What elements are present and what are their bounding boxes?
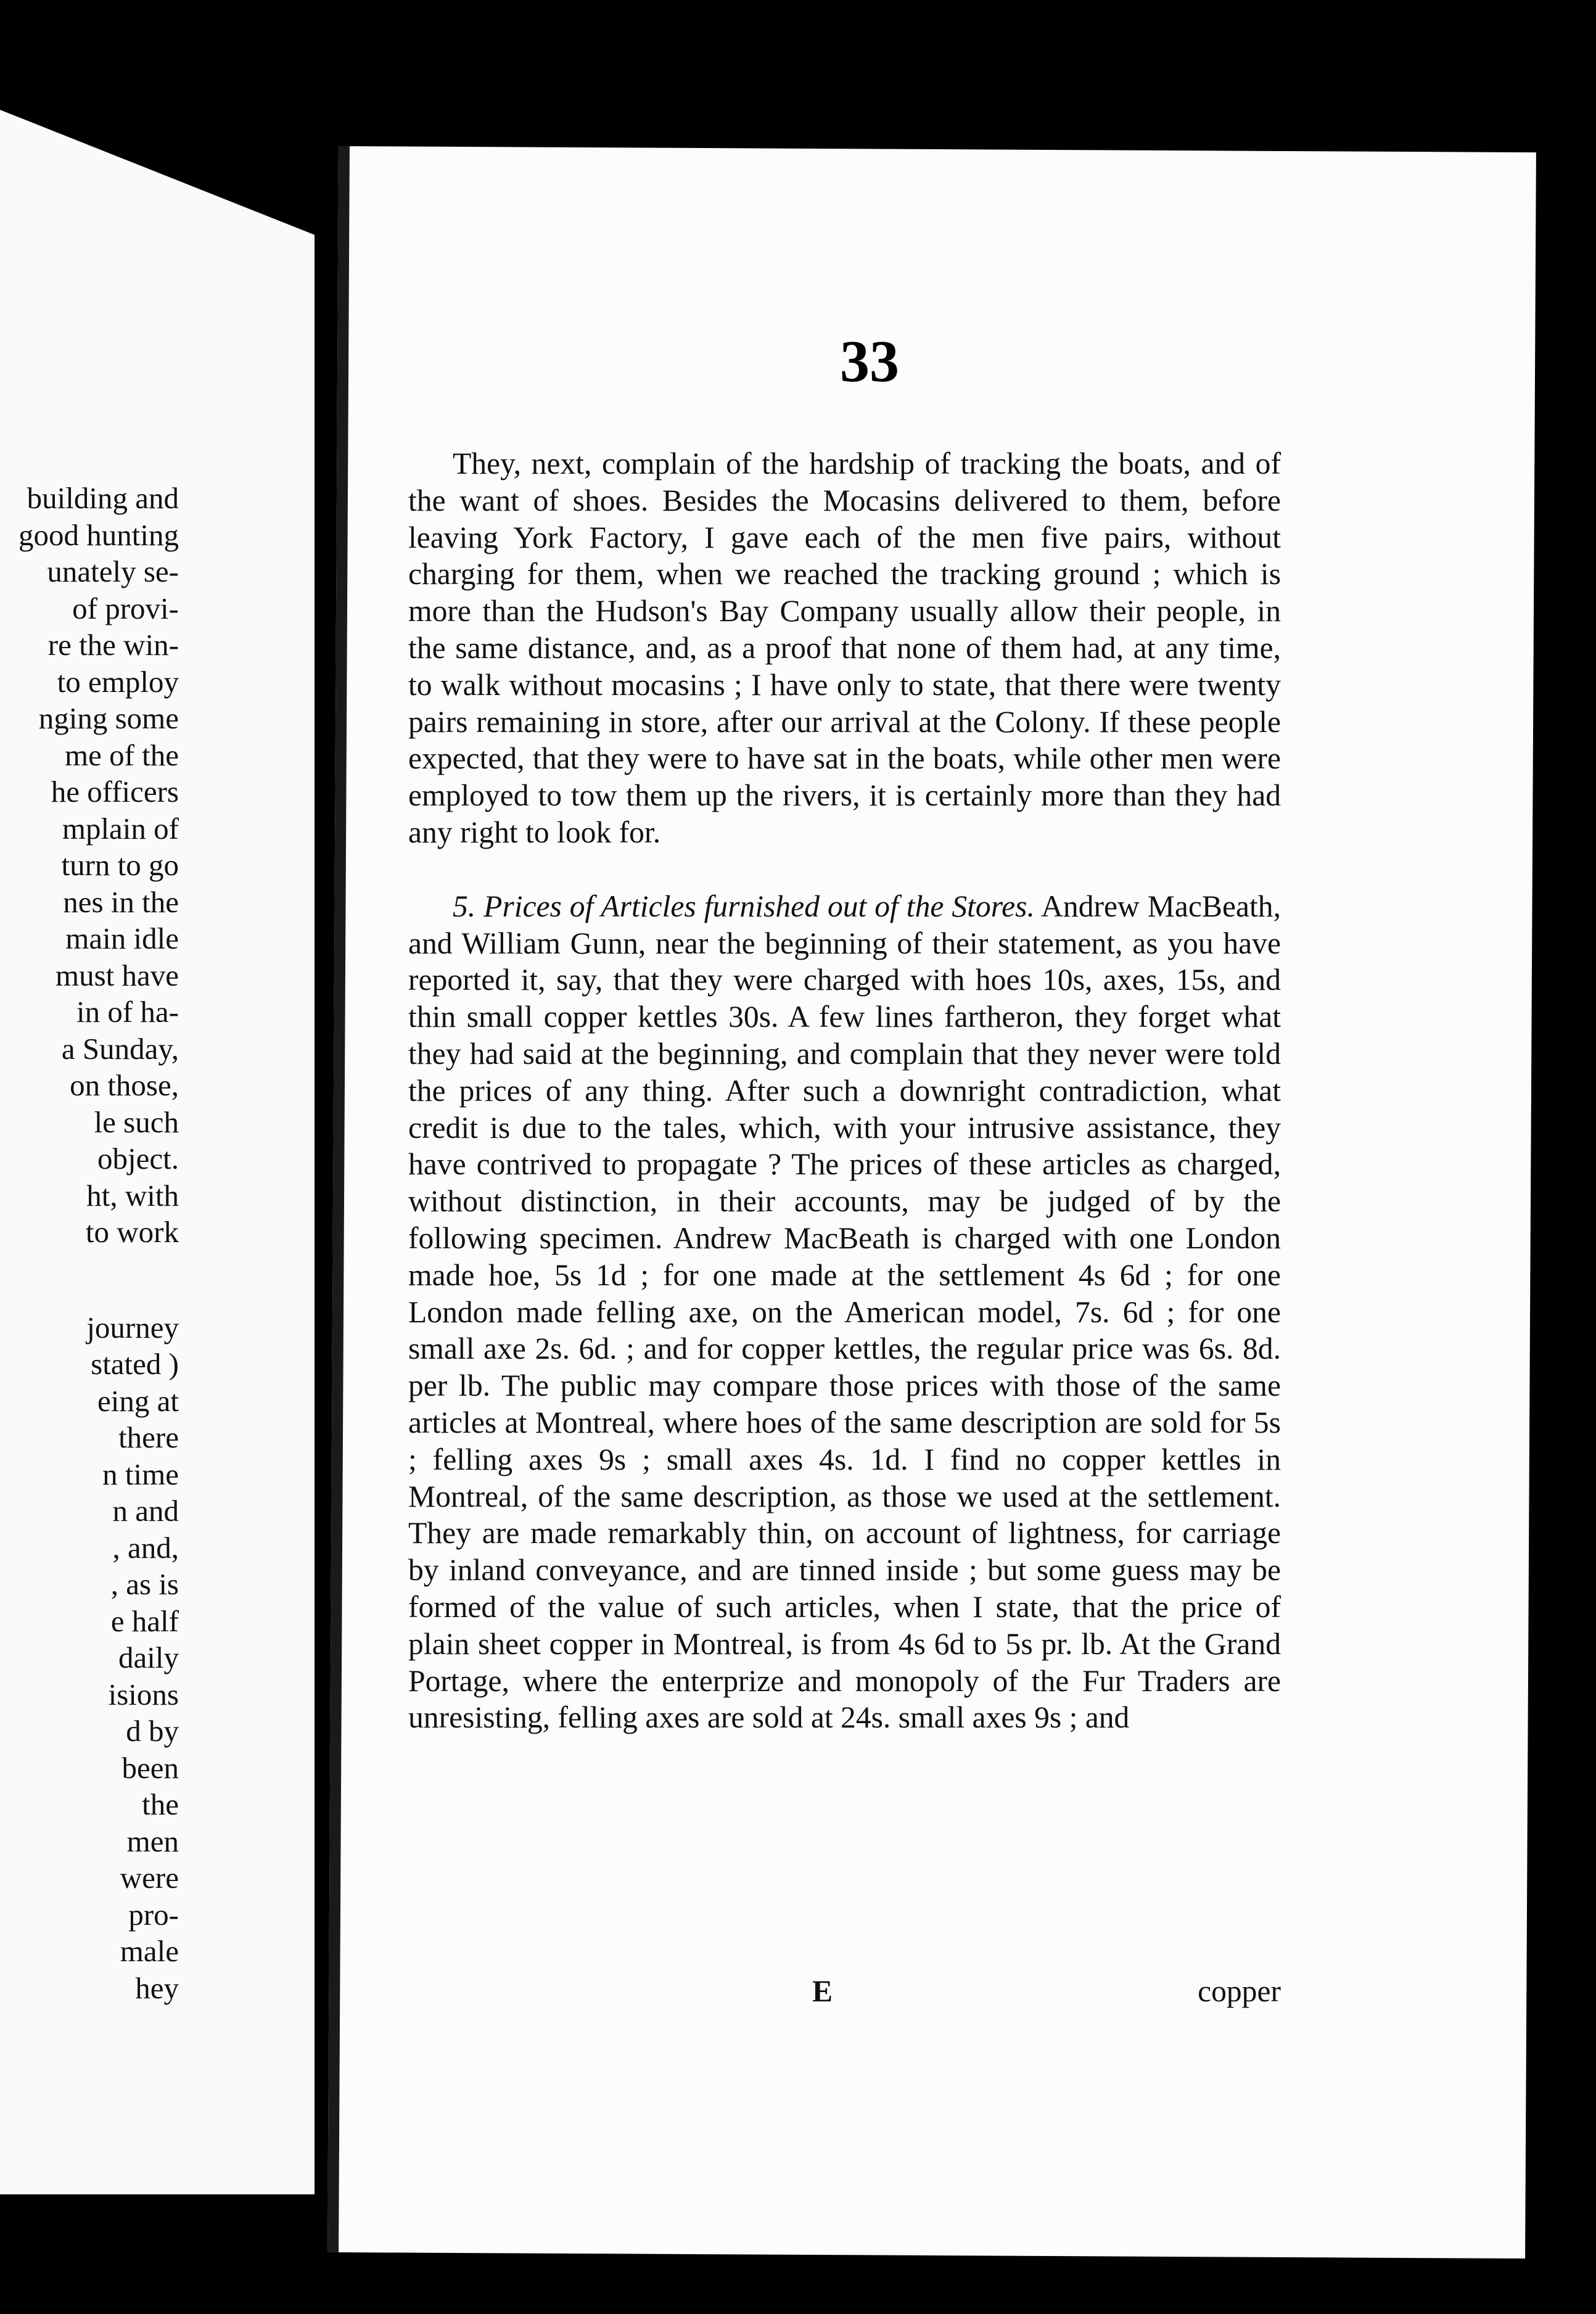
left-page-line: main idle xyxy=(65,921,179,955)
page-body xyxy=(408,445,1281,1736)
left-page-line: journey xyxy=(86,1310,179,1344)
left-page-line: e half xyxy=(110,1604,179,1638)
left-page-line: to employ xyxy=(57,664,179,699)
left-page-line: male xyxy=(120,1934,179,1968)
left-page-line: eing at xyxy=(97,1383,179,1418)
left-page-line: ht, with xyxy=(86,1178,179,1213)
section-heading-prices: 5. Prices of Articles furnished out of the Stores. xyxy=(453,889,1035,923)
page-number: 33 xyxy=(840,328,899,394)
left-page-line: to work xyxy=(85,1215,179,1249)
paragraph-prices-text: Andrew MacBeath, and William Gunn, near the beginning of their statement, as you have reported it, say, that they were charged with hoes 10s, axes, 15s, and thin small copper kettles 30s. A few lines fartheron, they forget what they had said at the beginning, and complain that they never were told the prices of any thing. After such a downright contradiction, what credit is due to the tales, which, with your intrusive assistance, they have contrived to propagate ? The prices of these articles as charged, without distinction, in their accounts, may be judged of by the following specimen. Andrew MacBeath is charged with one London made hoe, 5s 1d ; for one made at the settlement 4s 6d ; for one London made felling axe, on the American model, 7s. 6d ; for one small axe 2s. 6d. ; and for copper kettles, the regular price was 6s. 8d. per lb. The public may compare those prices with those of the same articles at Montreal, where hoes of the same description are sold for 5s ; felling axes 9s ; small axes 4s. 1d. I find no copper kettles in Montreal, of the same description, as those we used at the settlement. They are made remarkably thin, on account of lightness, for carriage by inland conveyance, and are tinned inside ; but some guess may be formed of the value of such articles, when I state, that the price of plain sheet copper in Montreal, is from 4s 6d to 5s pr. lb. At the Grand Portage, where the enterprize and monopoly of the Fur Traders are unresisting, felling axes are sold at 24s. small axes 9s ; and xyxy=(408,889,1281,1735)
left-page-line: he officers xyxy=(51,775,179,809)
left-page-line: le such xyxy=(94,1105,179,1139)
left-page-line: nes in the xyxy=(63,884,179,919)
left-page-line: pro- xyxy=(128,1897,179,1932)
left-page-line: , as is xyxy=(110,1567,179,1601)
left-page-line: a Sunday, xyxy=(61,1031,179,1066)
left-page-line: mplain of xyxy=(62,811,179,846)
left-page-line: must have xyxy=(55,958,179,992)
left-page-line: of provi- xyxy=(72,591,179,625)
paragraph-prices xyxy=(408,888,1281,1736)
left-page-line: n and xyxy=(112,1494,179,1528)
left-page-line: on those, xyxy=(70,1068,179,1102)
left-page-line: daily xyxy=(118,1641,179,1674)
left-page-line: were xyxy=(120,1861,179,1895)
left-page-line: , and, xyxy=(112,1530,179,1565)
left-page-line: hey xyxy=(135,1970,179,2005)
left-page-line: good hunting xyxy=(19,517,179,552)
left-page-line: men xyxy=(126,1824,179,1858)
left-page-line: stated ) xyxy=(91,1347,179,1381)
left-page-line: d by xyxy=(126,1714,179,1748)
left-page-line: the xyxy=(142,1787,179,1821)
left-page-line: been xyxy=(121,1750,179,1785)
left-page-line: nging some xyxy=(38,701,179,735)
signature-mark: E xyxy=(812,1974,833,2008)
paragraph-tracking-complaint: They, next, complain of the hardship of tracking the boats, and of the want of shoes. Besides the Mocasins delivered to them, before leaving York Factory, I gave each of the men five pairs, without charging for them, when we reached the tracking ground ; which is more than the Hudson's Bay Company usually allow their people, in the same distance, and, as a proof that none of them had, at any time, to walk without mocasins ; I have only to state, that there were twenty pairs remaining in store, after our arrival at the Colony. If these people expected, that they were to have sat in the boats, while other men were employed to tow them up the rivers, it is certainly more than they had any right to look for. xyxy=(408,447,1281,849)
left-page-line: me of the xyxy=(64,738,179,772)
left-page-text xyxy=(0,480,179,2006)
left-page-line: object. xyxy=(97,1142,179,1176)
left-page-line: unately se- xyxy=(47,554,179,588)
left-page-line: isions xyxy=(108,1677,179,1711)
left-page-line: re the win- xyxy=(47,628,179,662)
left-page-line: building and xyxy=(27,481,179,515)
left-page-line: in of ha- xyxy=(76,995,179,1029)
left-page-line: there xyxy=(118,1420,179,1454)
catchword: copper xyxy=(1198,1974,1281,2008)
left-page-line: n time xyxy=(102,1457,179,1491)
left-page-line: turn to go xyxy=(61,848,179,882)
